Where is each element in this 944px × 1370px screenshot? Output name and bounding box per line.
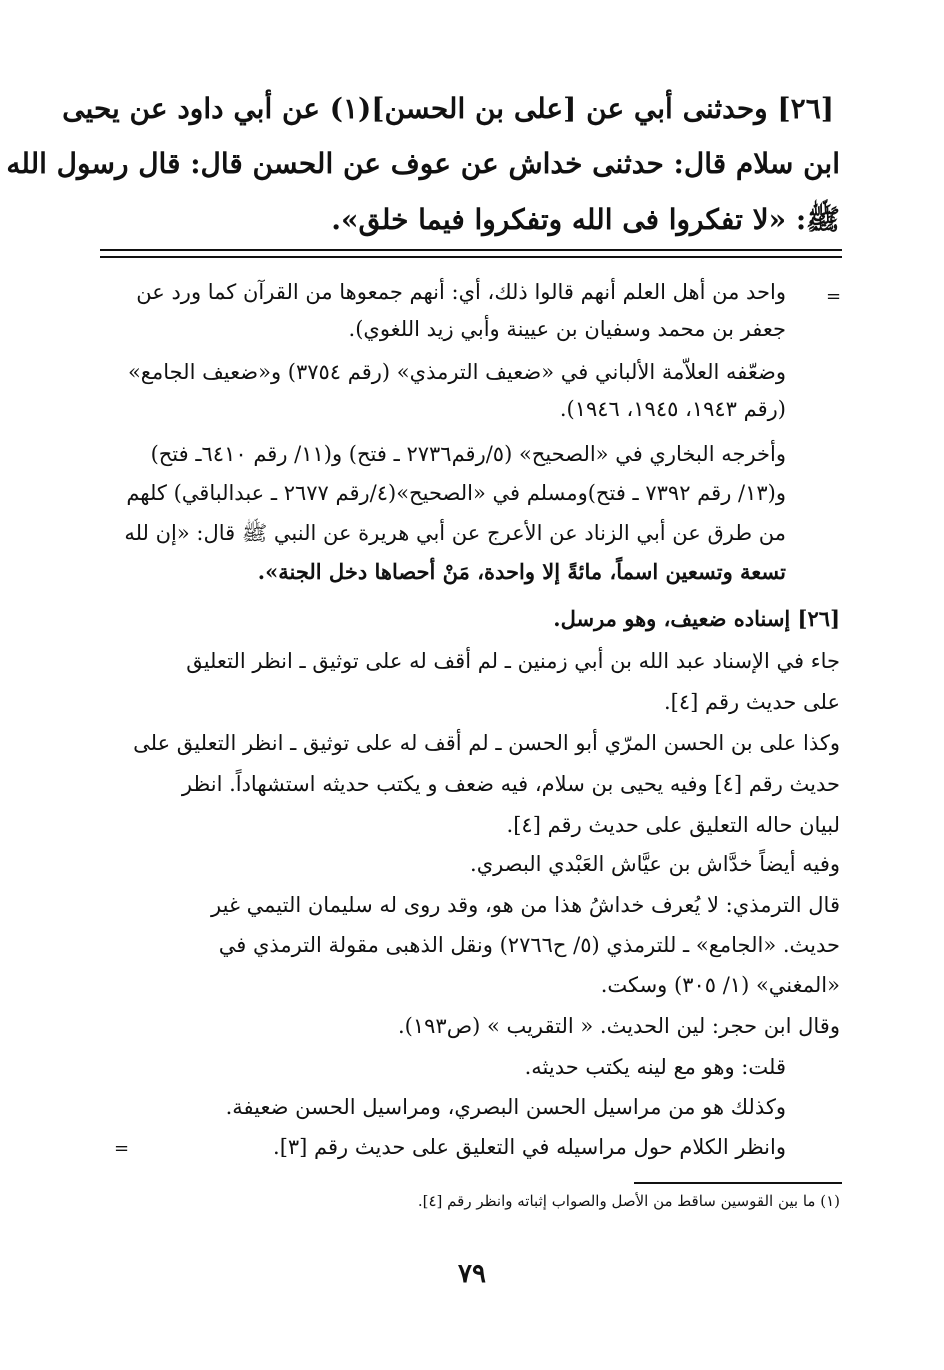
takhrij-line: وقال ابن حجر: لين الحديث. « التقريب » (ص١٩٣). [397,1014,840,1038]
main-text-line-1: [٢٦] وحدثنى أبي عن [على بن الحسن](١) عن أبي داود عن يحيى [62,92,834,125]
takhrij-line: جاء في الإسناد عبد الله بن أبي زمنين ـ لم أقف له على توثيق ـ انظر التعليق [186,649,840,673]
commentary-line: جعفر بن محمد وسفيان بن عيينة وأبي زيد اللغوي). [348,317,786,341]
takhrij-heading: [٢٦] إسناده ضعيف، وهو مرسل. [553,606,840,631]
takhrij-line: وفيه أيضاً خدَّاش بن عيَّاش العَبْدي البصري. [470,852,840,876]
commentary-line: وأخرجه البخاري في «الصحيح» (٥/رقم٢٧٣٦ ـ فتح) و(١١/ رقم ٦٤١٠ـ فتح) [150,442,786,466]
commentary-line: و(١٣/ رقم ٧٣٩٢ ـ فتح)ومسلم في «الصحيح»(٤/رقم ٢٦٧٧ ـ عبدالباقي) كلهم [126,481,786,505]
takhrij-line: لبيان حاله التعليق على حديث رقم [٤]. [506,813,840,837]
commentary-line: وضعّفه العلاّمة الألباني في «ضعيف الترمذي» (رقم ٣٧٥٤) و«ضعيف الجامع» [127,360,786,384]
takhrij-line: قال الترمذي: لا يُعرف خداشُ هذا من هو، وقد روى له سليمان التيمي غير [211,893,840,917]
footnote-separator [634,1182,842,1184]
takhrij-line: حديث. «الجامع» ـ للترمذي (٥/ ح٢٧٦٦) ونقل الذهبى مقولة الترمذي في [218,933,840,957]
page-number: ٧٩ [458,1259,486,1289]
main-text-line-2: ابن سلام قال: حدثنى خداش عن عوف عن الحسن قال: قال رسول الله [6,147,840,180]
commentary-line: (رقم ١٩٤٣، ١٩٤٥، ١٩٤٦). [559,397,786,421]
takhrij-line: قلت: وهو مع لينه يكتب حديثه. [524,1055,786,1079]
takhrij-line: على حديث رقم [٤]. [664,690,840,714]
main-text-line-3: ﷺ: «لا تفكروا فى الله وتفكروا فيما خلق». [331,203,840,236]
takhrij-line: حديث رقم [٤] وفيه يحيى بن سلام، فيه ضعف و يكتب حديثه استشهاداً. انظر [181,772,840,796]
commentary-line: من طرق عن أبي الزناد عن الأعرج عن أبي هريرة عن النبي ﷺ قال: «إن لله [124,521,786,545]
takhrij-line: وانظر الكلام حول مراسيله في التعليق على حديث رقم [٣]. [273,1135,786,1159]
footnote: (١) ما بين القوسين ساقط من الأصل والصواب إثباته وانظر رقم [٤]. [417,1192,840,1210]
separator-double-top [100,249,842,251]
continuation-mark-bottom: = [114,1138,130,1159]
takhrij-line: «المغني» (١/ ٣٠٥) وسكت. [600,973,840,997]
takhrij-line: وكذلك هو من مراسيل الحسن البصري، ومراسيل الحسن ضعيفة. [225,1095,786,1119]
continuation-mark: = [826,286,842,307]
commentary-line: واحد من أهل العلم أنهم قالوا ذلك، أي: أنهم جمعوها من القرآن كما ورد عن [136,280,786,304]
takhrij-line: وكذا على بن الحسن المرّي أبو الحسن ـ لم أقف له على توثيق ـ انظر التعليق على [133,731,840,755]
commentary-line: تسعة وتسعين اسماً، مائةً إلا واحدة، مَنْ أحصاها دخل الجنة». [257,559,786,584]
separator-double-bottom [100,256,842,258]
